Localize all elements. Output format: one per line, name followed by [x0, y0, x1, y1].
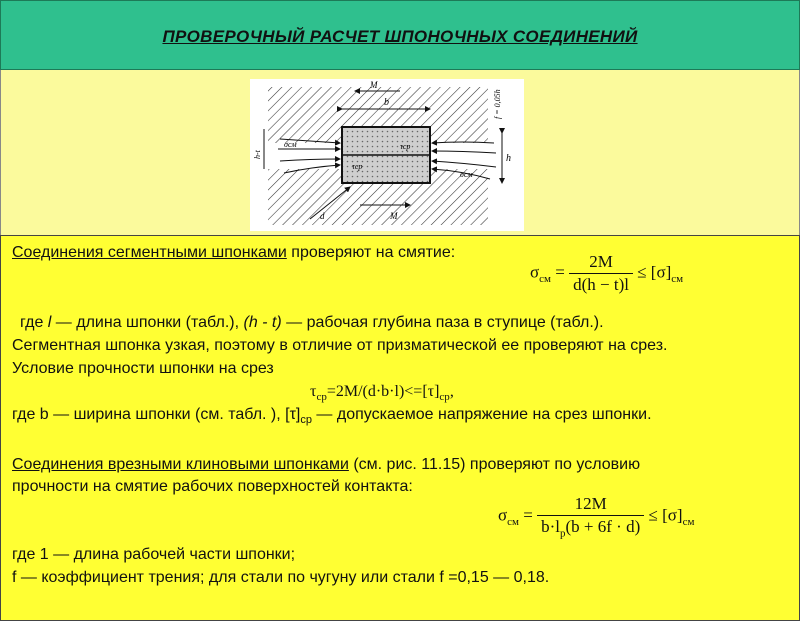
section1-line5 — [12, 405, 652, 430]
label-M-top: M — [370, 80, 378, 90]
f2-rhs-sub: см — [682, 516, 695, 528]
f1-fraction — [569, 252, 633, 295]
formula-segment-bearing: $\sigma_{см}$ = $\frac{2M}{d(h - t)l}$ ≤ $[\sigma]_{см}$ — [530, 252, 684, 294]
label-M-bottom: M — [390, 211, 398, 221]
section1-heading: Соединения сегментными шпонками — [12, 244, 287, 261]
shear-sub2: ср — [439, 391, 450, 404]
f1-lhs: σ — [530, 262, 540, 282]
label-d: d — [320, 211, 325, 221]
section2-heading: Соединения врезными клиновыми шпонками — [12, 456, 349, 473]
where-ht-text: — рабочая глубина паза в ступице (табл.). — [281, 314, 604, 331]
section2-line3: где 1 — длина рабочей части шпонки; — [12, 546, 296, 563]
label-sigma-right: σсм — [460, 170, 473, 179]
label-h-t: h-t — [253, 150, 262, 159]
f2-rhs: ≤ [σ] — [648, 505, 683, 525]
where-l-text: — длина шпонки (табл.), — [51, 314, 244, 331]
f1-rhs: ≤ [σ] — [637, 262, 672, 282]
f1-denominator: d(h − t)l — [573, 275, 629, 294]
title-bar — [0, 0, 800, 70]
diagram-svg — [250, 79, 524, 231]
section1-line3: Условие прочности шпонки на срез — [12, 360, 274, 377]
section1-heading-tail: проверяют на смятие: — [286, 244, 456, 261]
f2-lhs: σ — [498, 505, 508, 525]
line5-sub: ср — [300, 414, 312, 427]
label-f: f = 0,05h — [493, 89, 502, 119]
f2-den-sub: p — [560, 527, 566, 540]
f2-den-a: b·l — [541, 517, 560, 536]
where-prefix: где — [20, 314, 48, 331]
label-tau-top: τср — [400, 142, 411, 151]
where-ht: (h - t) — [243, 314, 282, 331]
shear-sub1: ср — [316, 391, 327, 404]
f2-lhs-sub: см — [507, 516, 520, 528]
f2-denominator — [537, 516, 644, 539]
shear-formula — [310, 382, 454, 407]
shear-end: , — [449, 383, 454, 400]
f1-lhs-sub: см — [539, 272, 552, 285]
f2-den-b: (b + 6f · d) — [565, 517, 641, 536]
f1-rhs-sub: см — [671, 272, 684, 285]
label-sigma-left: σсм — [284, 140, 297, 149]
f2-numerator: 12M — [537, 494, 644, 516]
label-h: h — [506, 153, 511, 164]
line5-a: где b — ширина шпонки (см. табл. ), [τ] — [12, 406, 301, 423]
page-title: ПРОВЕРОЧНЫЙ РАСЧЕТ ШПОНОЧНЫХ СОЕДИНЕНИЙ — [162, 27, 638, 46]
label-b: b — [384, 97, 389, 108]
line5-b: — допускаемое напряжение на срез шпонки. — [311, 406, 652, 423]
section1-where-line — [20, 313, 604, 333]
section1-line2: Сегментная шпонка узкая, поэтому в отличие от призматической ее проверяют на срез. — [12, 337, 668, 354]
section2-heading-line — [12, 455, 640, 475]
label-tau-bottom: τср — [352, 162, 363, 171]
section2-line2: прочности на смятие рабочих поверхностей контакта: — [12, 478, 413, 495]
f2-fraction — [537, 494, 644, 539]
formula-wedge-bearing: $\sigma_{см}$ = $\frac{12M}{b\cdot l_p(b + 6f \cdot d)}$ ≤ $[\sigma]_{см}$ — [498, 494, 695, 540]
shear-middle: =2M/(d·b·l)<=[τ] — [326, 383, 440, 400]
shear-tau: τ — [310, 383, 317, 400]
where-l: l — [47, 314, 52, 331]
key-joint-diagram — [250, 79, 524, 231]
f1-numerator: 2M — [569, 252, 633, 274]
section2-heading-tail: (см. рис. 11.15) проверяют по условию — [348, 456, 641, 473]
section1-heading-line — [12, 243, 455, 263]
section2-line4: f — коэффициент трения; для стали по чугуну или стали f =0,15 — 0,18. — [12, 569, 550, 586]
